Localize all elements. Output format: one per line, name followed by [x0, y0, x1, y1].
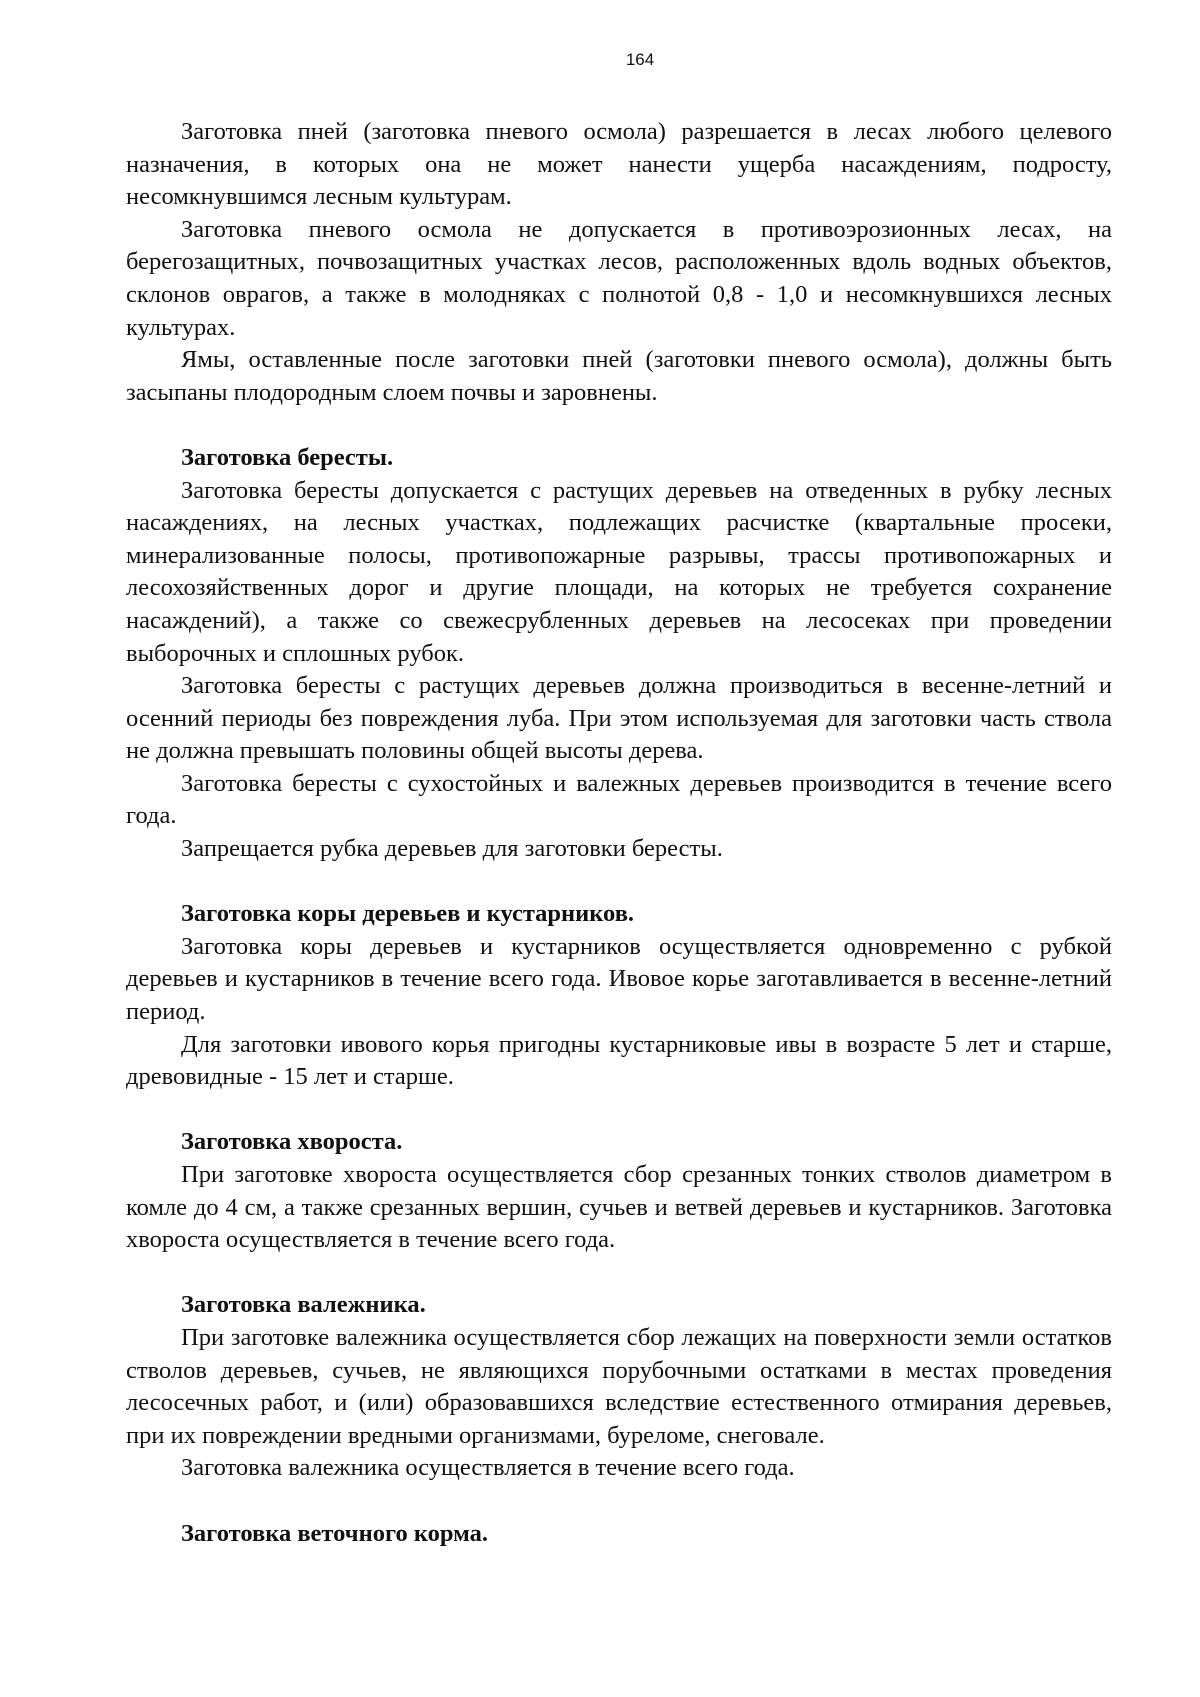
- section-heading: Заготовка хвороста.: [181, 1128, 403, 1156]
- paragraph: Для заготовки ивового корья пригодны кустарниковые ивы в возрасте 5 лет и старше, древовидные - 15 лет и старше.: [126, 1030, 1112, 1091]
- section-heading: Заготовка веточного корма.: [181, 1519, 489, 1547]
- section-heading: Заготовка бересты.: [181, 443, 394, 471]
- paragraph: Заготовка бересты допускается с растущих деревьев на отведенных в рубку лесных насаждениях, на лесных участках, подлежащих расчистке (квартальные просеки, минерализованные полосы, противопожарные разрывы, трассы противопожарных и лесохозяйственных дорог и другие площади, на которых не требуется сохранение насаждений), а также со свежесрубленных деревьев на лесосеках при проведении выборочных и сплошных рубок.: [126, 476, 1112, 667]
- paragraph: Запрещается рубка деревьев для заготовки бересты.: [181, 835, 723, 863]
- paragraph: При заготовке хвороста осуществляется сбор срезанных тонких стволов диаметром в комле до 4 см, а также срезанных вершин, сучьев и ветвей деревьев и кустарников. Заготовка хвороста осуществляется в течение всего года.: [126, 1161, 1112, 1254]
- paragraph: Заготовка пней (заготовка пневого осмола) разрешается в лесах любого целевого назначения, в которых она не может нанести ущерба насаждениям, подросту, несомкнувшимся лесным культурам.: [126, 118, 1112, 211]
- paragraph: Заготовка валежника осуществляется в течение всего года.: [181, 1454, 795, 1482]
- section-heading: Заготовка валежника.: [181, 1291, 426, 1319]
- page-number: 164: [625, 50, 655, 69]
- paragraph: Заготовка бересты с растущих деревьев должна производиться в весенне-летний и осенний периоды без повреждения луба. При этом используемая для заготовки часть ствола не должна превышать половины общей высоты дерева.: [126, 672, 1112, 765]
- paragraph: При заготовке валежника осуществляется сбор лежащих на поверхности земли остатков стволов деревьев, сучьев, не являющихся порубочными остатками в местах проведения лесосечных работ, и (или) образовавшихся вследствие естественного отмирания деревьев, при их повреждении вредными организмами, буреломе, снеговале.: [126, 1323, 1112, 1449]
- paragraph: Заготовка пневого осмола не допускается в противоэрозионных лесах, на берегозащитных, почвозащитных участках лесов, расположенных вдоль водных объектов, склонов оврагов, а также в молодняках с полнотой 0,8 - 1,0 и несомкнувшихся лесных культурах.: [126, 215, 1112, 341]
- document-body: [126, 116, 1112, 1550]
- section-heading: Заготовка коры деревьев и кустарников.: [181, 900, 635, 928]
- paragraph: Заготовка бересты с сухостойных и валежных деревьев производится в течение всего года.: [126, 769, 1112, 830]
- paragraph: Ямы, оставленные после заготовки пней (заготовки пневого осмола), должны быть засыпаны плодородным слоем почвы и заровнены.: [126, 346, 1112, 406]
- paragraph: Заготовка коры деревьев и кустарников осуществляется одновременно с рубкой деревьев и кустарников в течение всего года. Ивовое корье заготавливается в весенне-летний период.: [126, 932, 1112, 1026]
